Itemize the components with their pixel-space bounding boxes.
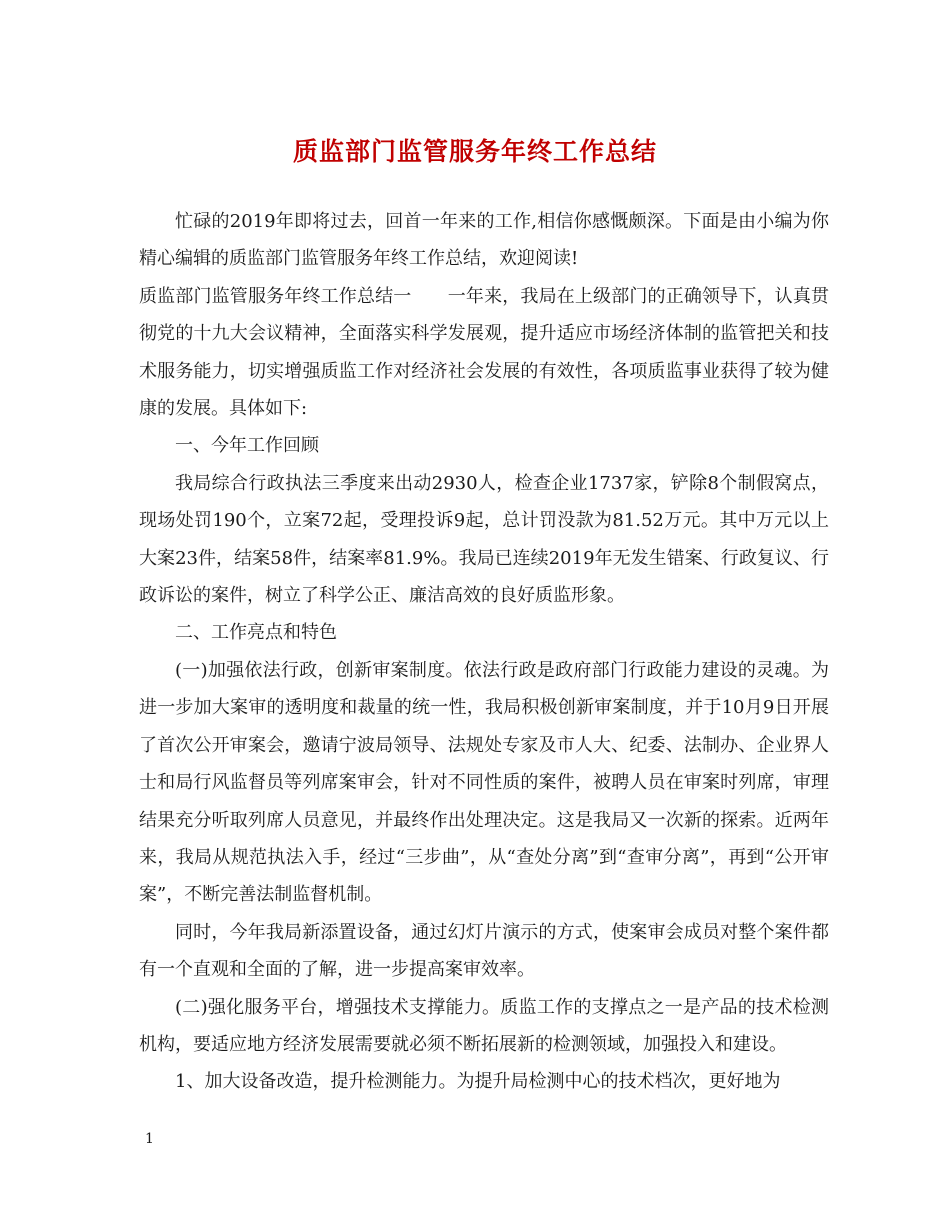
paragraph-law-administration: (一)加强依法行政，创新审案制度。依法行政是政府部门行政能力建设的灵魂。为进一步加大案审的透明度和裁量的统一性，我局积极创新审案制度，并于10月9日开展了首次公开审案会，邀请宁波局领导、法规处专家及市人大、纪委、法制办、企业界人士和局行风监督员等列席案审会，针对不同性质的案件，被聘人员在审案时列席，审理结果充分听取列席人员意见，并最终作出处理决定。这是我局又一次新的探索。近两年来，我局从规范执法入手，经过“三步曲”，从“查处分离”到“查审分离”，再到“公开审案”，不断完善法制监督机制。: [139, 659, 829, 906]
paragraph-equipment-upgrade: 1、加大设备改造，提升检测能力。为提升局检测中心的技术档次，更好地为: [175, 1071, 781, 1093]
section-heading-highlights: 二、工作亮点和特色: [175, 622, 337, 644]
section-heading-review: 一、今年工作回顾: [175, 435, 319, 457]
document-body: [139, 203, 829, 1101]
paragraph-enforcement-stats: 我局综合行政执法三季度来出动2930人，检查企业1737家，铲除8个制假窝点，现场处罚190个，立案72起，受理投诉9起，总计罚没款为81.52万元。其中万元以上大案23件，结案58件，结案率81.9%。我局已连续2019年无发生错案、行政复议、行政诉讼的案件，树立了科学公正、廉洁高效的良好质监形象。: [139, 472, 829, 607]
paragraph-intro: 忙碌的2019年即将过去，回首一年来的工作,相信你感慨颇深。下面是由小编为你精心编辑的质监部门监管服务年终工作总结，欢迎阅读!: [139, 211, 829, 270]
paragraph-equipment: 同时，今年我局新添置设备，通过幻灯片演示的方式，使案审会成员对整个案件都有一个直观和全面的了解，进一步提高案审效率。: [139, 921, 829, 981]
paragraph-service-platform: (二)强化服务平台，增强技术支撑能力。质监工作的支撑点之一是产品的技术检测机构，要适应地方经济发展需要就必须不断拓展新的检测领域，加强投入和建设。: [139, 996, 829, 1055]
document-title: 质监部门监管服务年终工作总结: [292, 137, 657, 166]
page-number: 1: [145, 1131, 154, 1147]
paragraph-summary-one: 质监部门监管服务年终工作总结一 一年来，我局在上级部门的正确领导下，认真贯彻党的十九大会议精神，全面落实科学发展观，提升适应市场经济体制的监管把关和技术服务能力，切实增强质监工作对经济社会发展的有效性，各项质监事业获得了较为健康的发展。具体如下:: [139, 285, 829, 420]
